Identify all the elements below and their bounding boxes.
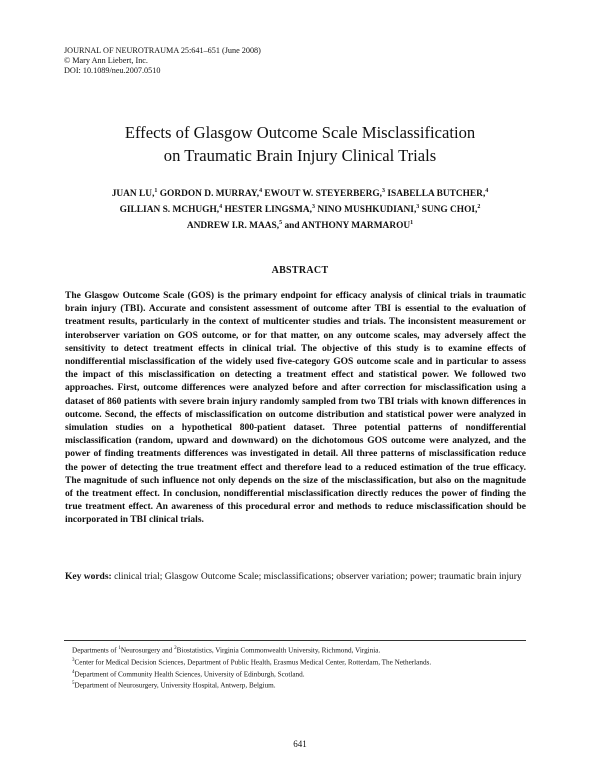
author: NINO MUSHKUDIANI,$^3$	[317, 204, 420, 216]
footnote-divider	[64, 640, 526, 641]
title-line-2: on Traumatic Brain Injury Clinical Trials	[163, 146, 437, 165]
abstract-heading: ABSTRACT	[271, 265, 329, 276]
copyright-line: © Mary Ann Liebert, Inc.	[64, 56, 148, 65]
affiliation: $^5$Department of Neurosurgery, University Hospital, Antwerp, Belgium.	[72, 681, 276, 690]
author: GILLIAN S. MCHUGH,$^4$	[119, 204, 223, 216]
affiliations	[72, 644, 431, 691]
page-number: 641	[293, 739, 307, 749]
affiliation: Departments of $^1$Neurosurgery and $^2$Biostatistics, Virginia Commonwealth University, Richmond, Virginia.	[72, 646, 381, 655]
article-title	[40, 121, 560, 167]
title-line-1: Effects of Glasgow Outcome Scale Misclassification	[124, 123, 476, 142]
keywords-label: Key words:	[65, 572, 112, 582]
author: ISABELLA BUTCHER,$^4$	[387, 188, 489, 200]
author: ANDREW I.R. MAAS,$^5$	[186, 220, 283, 232]
abstract-body	[65, 290, 526, 528]
journal-citation: JOURNAL OF NEUROTRAUMA 25:641–651 (June 2008)	[64, 46, 261, 55]
author-list	[40, 185, 560, 233]
keywords	[65, 571, 526, 584]
abstract-text: The Glasgow Outcome Scale (GOS) is the primary endpoint for efficacy analysis of clinical trials in traumatic brain injury (TBI). Accurate and consistent assessment of outcome after TBI is essential to the evaluation of treatment results, particularly in the context of multicenter studies and trials. The inconsistent measurement or interobserver variation on GOS outcome, or for that matter, on any outcome scales, may adversely affect the sensitivity to detect treatment effects in clinical trial. The objective of this study is to examine effects of nondifferential misclassification of the widely used five-category GOS outcome scale and in particular to assess the impact of this misclassification on detecting a treatment effect and statistical power. We followed two approaches. First, outcome differences were analyzed before and after correction for misclassification using a dataset of 860 patients with severe brain injury randomly sampled from two TBI trials with known differences in outcome. Second, the effects of misclassification on outcome distribution and statistical power were analyzed in simulation studies on a hypothetical 800-patient dataset. Three potential patterns of nondifferential misclassification (random, upward and downward) on the dichotomous GOS outcome were analyzed, and the power of finding treatments differences was investigated in detail. All three patterns of misclassification reduce the power of detecting the true treatment effect and therefore lead to a reduced estimation of the true efficacy. The magnitude of such influence not only depends on the size of the misclassification, but also on the magnitude of the treatment effect. In conclusion, nondifferential misclassification directly reduces the power of finding the true treatment effect. An awareness of this procedural error and methods to reduce misclassification should be incorporated in TBI clinical trials.	[65, 291, 526, 526]
author: GORDON D. MURRAY,$^4$	[159, 188, 263, 200]
affiliation: $^4$Department of Community Health Sciences, University of Edinburgh, Scotland.	[72, 669, 305, 678]
author: SUNG CHOI,$^2$	[421, 204, 481, 216]
author: and ANTHONY MARMAROU$^1$	[284, 220, 414, 232]
author: JUAN LU,$^1$	[111, 188, 158, 200]
affiliation: $^3$Center for Medical Decision Sciences, Department of Public Health, Erasmus Medical Center, Rotterdam, The Netherlands.	[72, 657, 432, 667]
doi-line: DOI: 10.1089/neu.2007.0510	[64, 66, 161, 75]
keywords-text: clinical trial; Glasgow Outcome Scale; misclassifications; observer variation; power; traumatic brain injury	[111, 572, 522, 582]
author: HESTER LINGSMA,$^3$	[224, 204, 315, 216]
author: EWOUT W. STEYERBERG,$^3$	[264, 188, 385, 200]
journal-header	[64, 46, 261, 76]
